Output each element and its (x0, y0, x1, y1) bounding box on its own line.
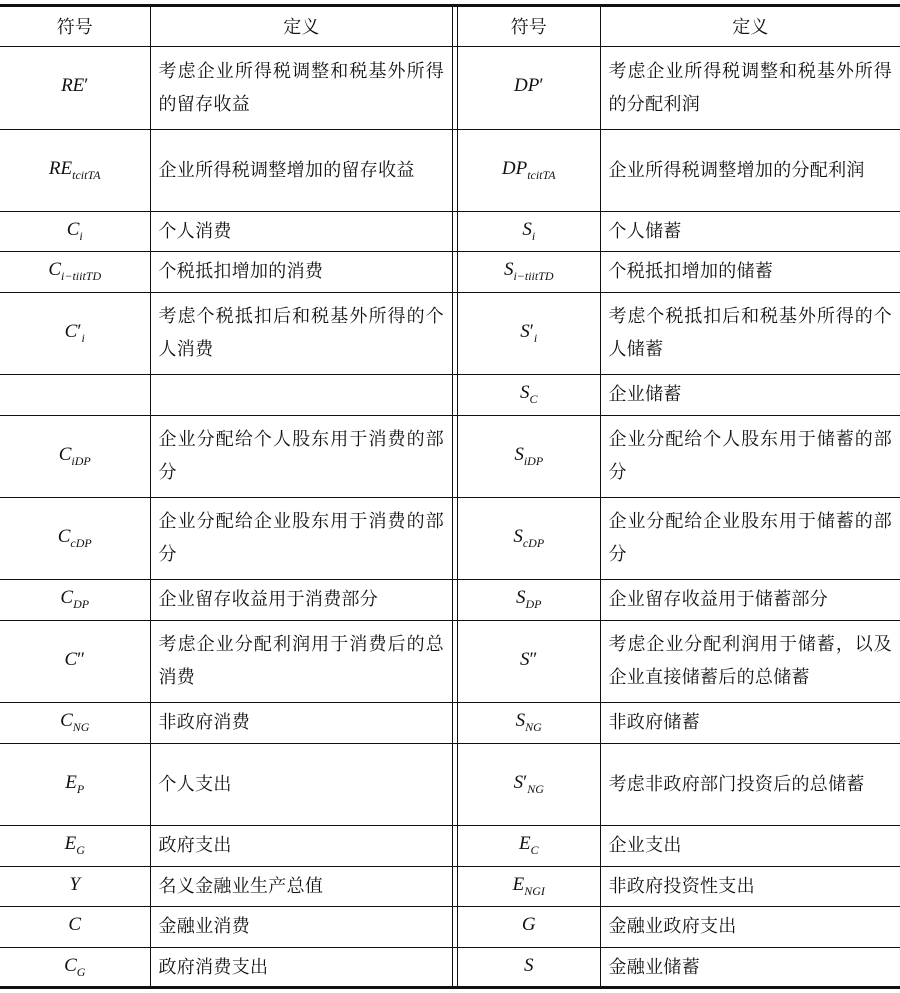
right-definition-cell: 企业支出 (600, 825, 900, 866)
symbol-base: S (514, 443, 524, 465)
left-definition-header: 定义 (150, 7, 452, 46)
symbol (60, 710, 90, 734)
symbol-subscript: G (76, 965, 86, 980)
table-body (0, 7, 900, 988)
symbol (503, 259, 554, 283)
left-definition-cell: 政府消费支出 (158, 957, 269, 979)
symbol-base: C (60, 587, 74, 608)
table-row (0, 374, 900, 415)
table-row (0, 46, 900, 129)
symbol (512, 873, 545, 898)
left-symbol-cell (0, 292, 150, 374)
left-definition-cell: 企业分配给个人股东用于消费的部分 (150, 415, 452, 497)
left-definition-cell: 企业所得税调整增加的留存收益 (150, 129, 452, 211)
right-symbol-cell (458, 415, 600, 497)
symbol-base: C (58, 443, 72, 465)
symbol (515, 710, 542, 734)
right-symbol-cell (458, 947, 600, 988)
symbol-base: Y (69, 873, 81, 895)
right-definition-cell: 企业分配给个人股东用于储蓄的部分 (600, 415, 900, 497)
symbol-base: S (516, 587, 526, 608)
symbol-prime: ′ (523, 771, 528, 793)
symbol (520, 320, 538, 345)
symbol-prime: ″ (77, 648, 86, 670)
symbol-subscript: P (76, 781, 85, 796)
double-rule-right (457, 7, 458, 986)
symbol-subscript: C (530, 843, 539, 857)
right-definition-header: 定义 (600, 7, 900, 46)
symbol (524, 955, 534, 976)
symbol-prime: ′ (84, 75, 89, 96)
symbol (58, 443, 91, 468)
symbol-base: S (503, 259, 514, 280)
symbol-base: S (513, 525, 523, 547)
symbol-subscript: i (531, 228, 536, 243)
symbol-subscript: i−tiitTD (513, 269, 554, 283)
table-row (0, 211, 900, 251)
symbol (65, 771, 85, 796)
right-symbol-cell (458, 906, 600, 947)
symbol-base: E (518, 833, 531, 854)
right-symbol-cell (458, 292, 600, 374)
symbol-base: E (65, 771, 77, 793)
left-symbol-cell (0, 497, 150, 579)
symbol-prime: ″ (529, 648, 538, 670)
symbol (518, 833, 539, 857)
left-definition-cell: 名义金融业生产总值 (150, 866, 452, 906)
right-symbol-header: 符号 (458, 7, 600, 46)
right-definition-cell: 非政府投资性支出 (600, 866, 900, 906)
table-row (0, 702, 900, 743)
symbol-subscript: cDP (70, 535, 92, 550)
symbol-base: C (66, 218, 80, 240)
table-row (0, 866, 900, 906)
symbol (48, 259, 102, 283)
right-symbol-cell (458, 579, 600, 620)
right-symbol-cell (458, 497, 600, 579)
symbol-subscript: DP (73, 597, 90, 611)
symbol-subscript: iDP (523, 453, 544, 468)
left-symbol-cell (0, 743, 150, 825)
table-header-row (0, 7, 900, 46)
symbol-subscript: G (76, 843, 85, 857)
symbol-prime: ′ (529, 320, 534, 342)
symbol (516, 587, 542, 611)
table-row (0, 825, 900, 866)
symbol-base: S (520, 320, 530, 342)
symbol-base: C (64, 648, 78, 670)
symbol-base: C (60, 710, 73, 731)
symbol-prime: ′ (539, 75, 544, 96)
left-definition-cell: 个税抵扣增加的消费 (150, 251, 452, 292)
symbol-base: G (521, 914, 536, 935)
symbol (57, 525, 92, 550)
symbol-definition-table (0, 7, 900, 988)
symbol-subscript: i (81, 330, 85, 345)
table-row (0, 129, 900, 211)
symbol-subscript: tcitTA (72, 167, 101, 182)
table-row (0, 497, 900, 579)
table-row (0, 292, 900, 374)
left-symbol-cell (0, 579, 150, 620)
table-row (0, 620, 900, 702)
symbol-subscript: tcitTA (527, 167, 556, 182)
right-symbol-cell (458, 825, 600, 866)
left-definition-cell: 考虑个税抵扣后和税基外所得的个人消费 (150, 292, 452, 374)
symbol (64, 833, 85, 857)
left-symbol-cell (0, 46, 150, 129)
symbol-base: E (512, 873, 525, 895)
table-row (0, 579, 900, 620)
bottom-rule (0, 986, 900, 989)
symbol-base: E (64, 833, 77, 854)
table-row (0, 251, 900, 292)
right-definition-cell: 考虑非政府部门投资后的总储蓄 (600, 743, 900, 825)
right-definition-cell: 金融业储蓄 (608, 957, 700, 979)
right-definition-cell: 考虑个税抵扣后和税基外所得的个人储蓄 (600, 292, 900, 374)
symbol (48, 157, 101, 182)
symbol-base: C (64, 320, 78, 342)
left-definition-cell: 企业留存收益用于消费部分 (150, 579, 452, 620)
symbol (66, 218, 83, 243)
symbol (64, 649, 85, 670)
symbol-base: S (522, 218, 532, 240)
right-symbol-cell (458, 251, 600, 292)
symbol (514, 443, 544, 468)
symbol-subscript: NG (527, 781, 544, 796)
left-definition-cell: 考虑企业分配利润用于消费后的总消费 (150, 620, 452, 702)
left-symbol-cell (0, 702, 150, 743)
right-definition-cell: 非政府储蓄 (600, 702, 900, 743)
left-symbol-cell (0, 251, 150, 292)
right-symbol-cell (458, 702, 600, 743)
left-symbol-header: 符号 (0, 7, 150, 46)
symbol-subscript: iDP (71, 453, 91, 468)
double-rule-left (452, 7, 453, 986)
left-definition-cell: 政府支出 (150, 825, 452, 866)
left-definition-cell: 非政府消费 (150, 702, 452, 743)
right-symbol-cell (458, 866, 600, 906)
right-definition-cell: 企业留存收益用于储蓄部分 (600, 579, 900, 620)
symbol-base: S (519, 382, 530, 403)
right-symbol-cell (458, 620, 600, 702)
left-definition-cell: 考虑企业所得税调整和税基外所得的留存收益 (150, 46, 452, 129)
symbol-subscript: NG (525, 720, 542, 734)
symbol-base: DP (514, 75, 540, 96)
symbol-base: C (64, 955, 77, 977)
symbol-subscript: NG (72, 720, 90, 734)
symbol-base: RE (61, 75, 85, 96)
symbol-base: S (520, 648, 530, 670)
left-symbol-cell (0, 374, 150, 415)
right-symbol-cell (458, 129, 600, 211)
symbol (60, 587, 90, 611)
symbol (522, 914, 536, 935)
left-symbol-cell (0, 947, 150, 988)
right-symbol-cell (458, 743, 600, 825)
symbol-base: S (524, 955, 534, 977)
table-row (0, 947, 900, 988)
right-definition-cell: 个税抵扣增加的储蓄 (600, 251, 900, 292)
right-symbol-cell (458, 46, 600, 129)
symbol-base: S (513, 771, 524, 793)
right-definition-cell: 考虑企业分配利润用于储蓄，以及企业直接储蓄后的总储蓄 (600, 620, 900, 702)
left-definition-cell: 个人支出 (150, 743, 452, 825)
right-symbol-cell (458, 211, 600, 251)
table-row (0, 415, 900, 497)
symbol (501, 157, 556, 182)
left-symbol-cell (0, 415, 150, 497)
right-definition-cell: 企业储蓄 (600, 374, 900, 415)
left-definition-cell: 企业分配给企业股东用于消费的部分 (150, 497, 452, 579)
right-symbol-cell (458, 374, 600, 415)
symbol-base: C (68, 914, 82, 935)
right-definition-cell: 考虑企业所得税调整和税基外所得的分配利润 (600, 46, 900, 129)
symbol-base: S (515, 710, 526, 731)
left-symbol-cell (0, 620, 150, 702)
symbol (514, 75, 543, 96)
left-symbol-cell (0, 211, 150, 251)
symbol (520, 649, 537, 670)
symbol (69, 874, 80, 895)
symbol (522, 218, 536, 243)
right-definition-cell: 企业分配给企业股东用于储蓄的部分 (600, 497, 900, 579)
symbol (64, 320, 85, 345)
symbol-subscript: i−tiitTD (61, 269, 102, 283)
left-symbol-cell (0, 906, 150, 947)
symbol-prime: ′ (77, 320, 82, 342)
table-row (0, 743, 900, 825)
symbol-subscript: i (79, 228, 83, 243)
symbol (519, 382, 538, 406)
symbol-base: C (48, 259, 62, 280)
symbol (513, 771, 544, 796)
symbol-base: C (57, 525, 71, 547)
symbol-subscript: NGI (524, 883, 545, 898)
symbol (68, 914, 81, 935)
symbol-subscript: i (533, 330, 538, 345)
left-symbol-cell (0, 866, 150, 906)
symbol (513, 525, 545, 550)
symbol-base: DP (501, 157, 528, 179)
left-symbol-cell (0, 825, 150, 866)
symbol (61, 75, 88, 96)
table-row (0, 906, 900, 947)
left-definition-cell: 个人消费 (150, 211, 452, 251)
left-symbol-cell (0, 129, 150, 211)
symbol-base: RE (48, 157, 73, 179)
right-definition-cell: 企业所得税调整增加的分配利润 (600, 129, 900, 211)
symbol-subscript: cDP (522, 535, 545, 550)
right-definition-cell: 个人储蓄 (600, 211, 900, 251)
symbol-subscript: C (529, 392, 538, 406)
left-definition-cell: 金融业消费 (150, 906, 452, 947)
left-definition-cell (150, 374, 452, 415)
symbol (64, 955, 86, 980)
symbol-subscript: DP (525, 597, 542, 611)
right-definition-cell: 金融业政府支出 (600, 906, 900, 947)
